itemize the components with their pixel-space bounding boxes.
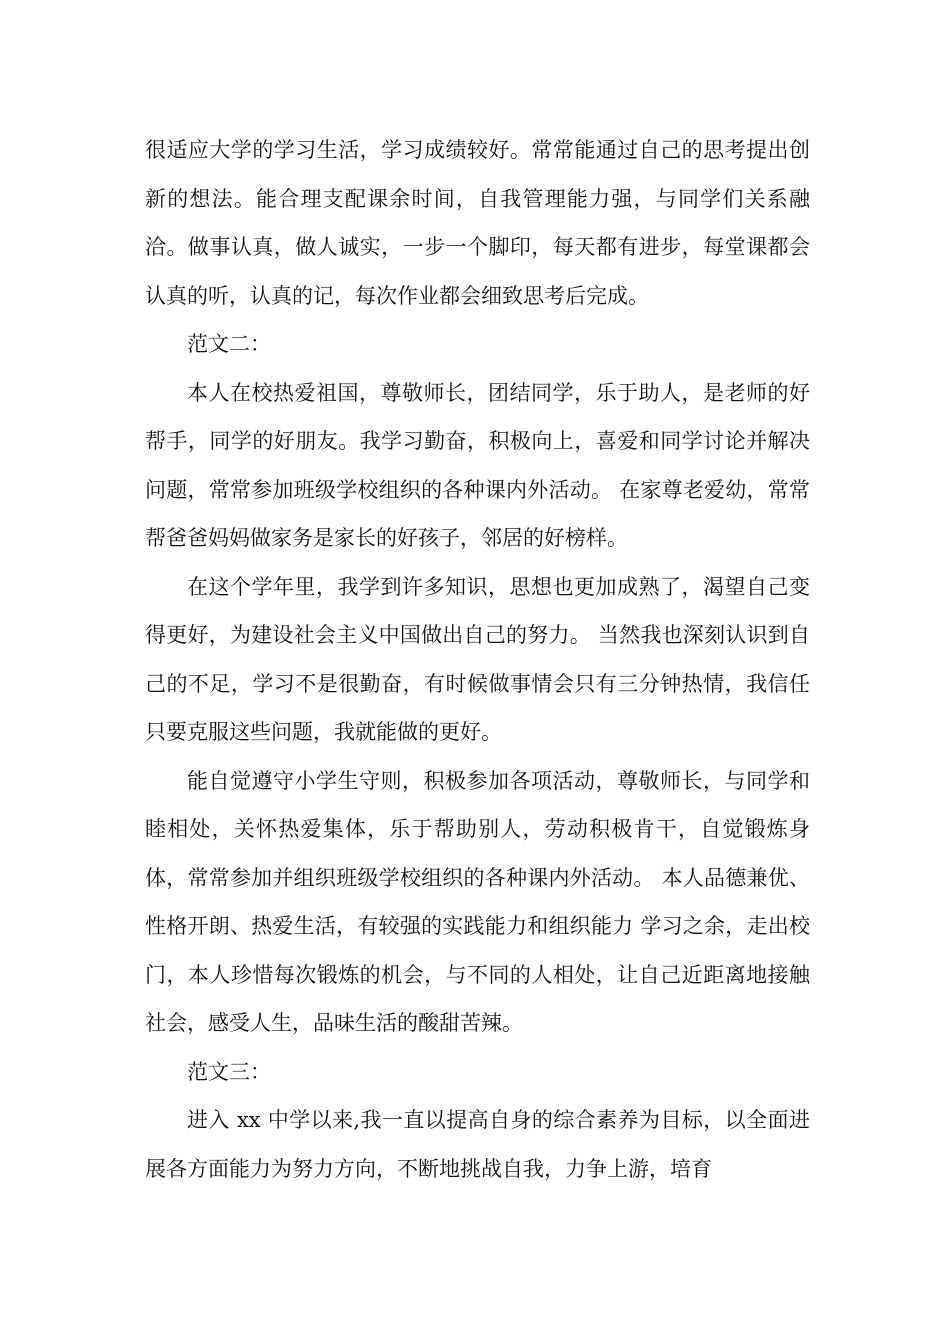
section-heading-example-three: 范文三： <box>187 1059 271 1084</box>
paragraph: 在这个学年里，我学到许多知识，思想也更加成熟了，渴望自己变得更好，为建设社会主义中国做出自己的努力。 当然我也深刻认识到自己的不足，学习不是很勤奋，有时候做事情会只有三分钟热情，我信任只要克服这些问题，我就能做的更好。 <box>145 574 810 744</box>
paragraph: 本人在校热爱祖国，尊敬师长，团结同学，乐于助人，是老师的好帮手，同学的好朋友。我学习勤奋，积极向上，喜爱和同学讨论并解决问题，常常参加班级学校组织的各种课内外活动。 在家尊老爱幼，常常帮爸爸妈妈做家务是家长的好孩子，邻居的好榜样。 <box>145 380 810 550</box>
section-heading-example-two: 范文二： <box>187 332 271 356</box>
paragraph: 进入 xx 中学以来,我一直以提高自身的综合素养为目标，以全面进展各方面能力为努力方向，不断地挑战自我，力争上游，培育 <box>145 1108 810 1181</box>
document-body <box>145 126 810 1193</box>
paragraph-continued: 很适应大学的学习生活，学习成绩较好。常常能通过自己的思考提出创新的想法。能合理支配课余时间，自我管理能力强，与同学们关系融洽。做事认真，做人诚实，一步一个脚印，每天都有进步，每堂课都会认真的听，认真的记，每次作业都会细致思考后完成。 <box>145 138 810 308</box>
paragraph: 能自觉遵守小学生守则，积极参加各项活动，尊敬师长，与同学和睦相处，关怀热爱集体，乐于帮助别人，劳动积极肯干，自觉锻炼身体，常常参加并组织班级学校组织的各种课内外活动。 本人品德兼优、性格开朗、热爱生活，有较强的实践能力和组织能力 学习之余，走出校门，本人珍惜每次锻炼的机会，与不同的人相处，让自己近距离地接触社会，感受人生，品味生活的酸甜苦辣。 <box>145 768 810 1035</box>
